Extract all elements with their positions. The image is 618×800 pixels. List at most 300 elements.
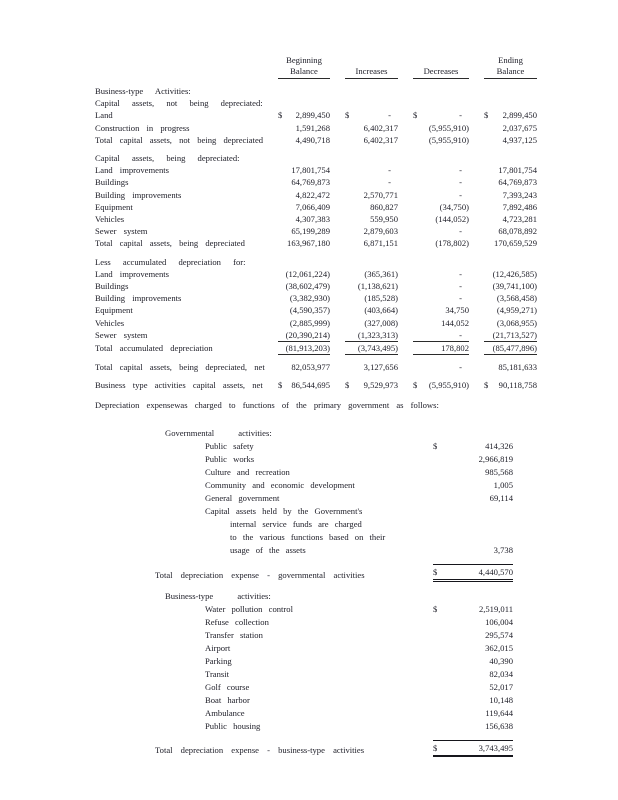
dollar-sign (345, 329, 358, 341)
table-cell (278, 317, 330, 329)
dollar-sign (345, 361, 364, 373)
column-header-decreases (413, 55, 469, 79)
table-cell (484, 280, 537, 292)
table-cell (278, 176, 330, 188)
dollar-sign (345, 225, 364, 237)
cell-value: (144,052) (435, 214, 469, 225)
item-label: Public housing (205, 721, 261, 731)
cell-value: 4,723,281 (502, 214, 537, 225)
dollar-sign (345, 201, 370, 213)
dollar-sign (413, 317, 441, 329)
row-label: Sewer system (95, 226, 148, 237)
dollar-sign (278, 189, 296, 201)
item-amount (433, 629, 513, 642)
amount-value: 82,034 (489, 669, 513, 679)
cell-value: 6,402,317 (363, 122, 398, 133)
amount-value: 10,148 (489, 695, 513, 705)
item-amount (433, 616, 513, 629)
dollar-sign (413, 292, 459, 304)
row-label: Land (95, 110, 113, 121)
table-cell (278, 109, 330, 121)
table-cell (345, 292, 398, 304)
dollar-sign (345, 176, 388, 188)
list-heading-row (155, 427, 513, 440)
table-cell (278, 225, 330, 237)
dollar-sign (278, 280, 286, 292)
dollar-sign (433, 616, 485, 629)
item-amount (433, 681, 513, 694)
table-cell (278, 280, 330, 292)
item-label: Public safety (205, 441, 254, 451)
cell-value: 82,053,977 (291, 362, 330, 373)
item-label: Transfer station (205, 630, 263, 640)
cell-value: 7,393,243 (502, 189, 537, 200)
cell-value: 90,118,758 (498, 380, 537, 391)
column-header-balance (278, 55, 330, 79)
dollar-sign (345, 122, 364, 134)
table-cell (484, 292, 537, 304)
column-header-balance (484, 55, 537, 79)
amount-value: 3,743,495 (478, 743, 513, 753)
row-label: Building improvements (95, 293, 182, 304)
row-label: Buildings (95, 281, 129, 292)
dollar-sign: $ (345, 380, 350, 391)
table-cell (345, 122, 398, 134)
row-label: Business type activities capital assets, net (95, 380, 263, 391)
cell-value: - (388, 110, 391, 121)
total-amount (433, 564, 513, 582)
row-label: Construction in progress (95, 122, 190, 133)
cell-value: (81,913,203) (285, 343, 330, 354)
dollar-sign: $ (345, 110, 350, 121)
dollar-sign (278, 225, 291, 237)
dollar-sign (484, 361, 498, 373)
cell-value: - (459, 362, 462, 373)
amount-value: 106,004 (485, 617, 513, 627)
item-amount (433, 655, 513, 668)
item-label: Transit (205, 669, 230, 679)
cell-value: (12,426,585) (492, 268, 537, 279)
item-amount (433, 440, 513, 453)
total-label: Total depreciation expense - business-type activities (155, 745, 365, 755)
table-row (95, 225, 545, 237)
table-cell (413, 280, 469, 292)
table-row (95, 176, 545, 188)
cell-value: (178,802) (435, 238, 469, 249)
dollar-sign (345, 164, 388, 176)
table-cell (345, 268, 398, 280)
dollar-sign: $ (433, 604, 438, 614)
amount-value: 4,440,570 (478, 567, 513, 577)
capital-assets-table (95, 55, 545, 392)
amount-value: 119,644 (485, 708, 513, 718)
table-row (95, 342, 545, 355)
item-amount (433, 492, 513, 505)
cell-value: (185,528) (364, 293, 398, 304)
item-amount (433, 720, 513, 733)
table-cell (484, 317, 537, 329)
cell-value: (5,955,910) (428, 380, 469, 391)
row-label: Land improvements (95, 165, 169, 176)
list-item (155, 466, 513, 479)
dollar-sign (433, 720, 485, 733)
dollar-sign (433, 681, 489, 694)
table-cell (278, 342, 330, 355)
dollar-sign: $ (433, 441, 438, 451)
item-label: Ambulance (205, 708, 245, 718)
dollar-sign (345, 292, 364, 304)
cell-value: - (459, 281, 462, 292)
cell-value: 860,827 (370, 201, 398, 212)
item-label: usage of the assets (230, 545, 306, 555)
list-item (155, 629, 513, 642)
dollar-sign (278, 237, 287, 249)
row-label: Capital assets, not being depreciated: (95, 98, 263, 109)
column-header-line2: Increases (355, 65, 388, 76)
dollar-sign (484, 317, 497, 329)
table-cell (413, 237, 469, 249)
list-item (155, 453, 513, 466)
dollar-sign (413, 122, 429, 134)
dollar-sign: $ (433, 567, 438, 577)
table-cell (413, 213, 469, 225)
row-label: Total capital assets, being depreciated, net (95, 362, 265, 373)
cell-value: 144,052 (441, 317, 469, 328)
table-cell (484, 237, 537, 249)
item-label: Public works (205, 454, 255, 464)
cell-value: 4,937,125 (502, 134, 537, 145)
dollar-sign (413, 176, 459, 188)
dollar-sign (433, 466, 485, 479)
list-item (155, 544, 513, 557)
amount-value: 1,005 (493, 480, 513, 490)
item-label: Golf course (205, 682, 250, 692)
dollar-sign (433, 453, 479, 466)
dollar-sign (345, 213, 370, 225)
table-cell (413, 134, 469, 146)
list-item (155, 505, 513, 518)
table-cell (345, 304, 398, 316)
table-row (95, 189, 545, 201)
cell-value: - (459, 165, 462, 176)
dollar-sign (433, 694, 489, 707)
cell-value: 2,570,771 (363, 189, 398, 200)
amount-value: 362,015 (485, 643, 513, 653)
cell-value: 64,769,873 (291, 177, 330, 188)
dollar-sign (484, 176, 498, 188)
dollar-sign (484, 122, 503, 134)
row-label: Vehicles (95, 214, 125, 225)
column-header-line2: Balance (290, 65, 318, 76)
amount-value: 3,738 (493, 545, 513, 555)
cell-value: 65,199,289 (291, 226, 330, 237)
dollar-sign (484, 201, 503, 213)
row-label: Business-type Activities: (95, 86, 191, 96)
spacer (155, 557, 513, 564)
amount-value: 414,326 (485, 441, 513, 451)
dollar-sign: $ (433, 743, 438, 753)
cell-value: (34,750) (439, 201, 469, 212)
cell-value: 17,801,754 (291, 165, 330, 176)
item-label: Culture and recreation (205, 467, 290, 477)
cell-value: (1,323,313) (357, 329, 398, 340)
table-row (95, 361, 545, 373)
row-label: Less accumulated depreciation for: (95, 256, 246, 267)
list-heading: Governmental activities: (165, 428, 272, 438)
table-cell (484, 342, 537, 355)
table-cell (484, 329, 537, 342)
cell-value: (85,477,896) (492, 343, 537, 354)
cell-value: 7,066,409 (295, 201, 330, 212)
item-label: to the various functions based on their (230, 532, 386, 542)
dollar-sign (433, 668, 489, 681)
dollar-sign (433, 544, 494, 557)
dollar-sign (433, 642, 485, 655)
dollar-sign (345, 237, 364, 249)
cell-value: 4,490,718 (295, 134, 330, 145)
table-cell (484, 164, 537, 176)
table-cell (278, 122, 330, 134)
dollar-sign (484, 237, 494, 249)
table-cell (413, 109, 469, 121)
dollar-sign (484, 304, 497, 316)
dollar-sign (413, 213, 435, 225)
table-header-row (95, 55, 545, 79)
table-cell (484, 176, 537, 188)
table-cell (345, 164, 398, 176)
item-label: Capital assets held by the Government's (205, 506, 363, 516)
column-header-line1 (345, 55, 398, 66)
table-row (95, 152, 545, 164)
dollar-sign (413, 268, 459, 280)
row-label: Building improvements (95, 189, 182, 200)
column-header-line1 (413, 55, 469, 66)
table-cell (484, 304, 537, 316)
dollar-sign (278, 213, 296, 225)
list-item (155, 707, 513, 720)
column-header-line2: Balance (496, 65, 525, 76)
dollar-sign (413, 134, 429, 146)
cell-value: (39,741,100) (492, 281, 537, 292)
cell-value: 6,402,317 (363, 134, 398, 145)
table-row (95, 201, 545, 213)
table-cell (413, 342, 469, 355)
table-row (95, 317, 545, 329)
row-label: Sewer system (95, 329, 148, 340)
list-heading-row (155, 590, 513, 603)
spacer (155, 733, 513, 740)
dollar-sign (278, 176, 291, 188)
amount-value: 156,638 (485, 721, 513, 731)
cell-value: 4,822,472 (295, 189, 330, 200)
item-amount (433, 479, 513, 492)
row-label: Total accumulated depreciation (95, 343, 213, 354)
dollar-sign (278, 134, 296, 146)
table-cell (345, 189, 398, 201)
table-cell (345, 329, 398, 342)
item-label: Boat harbor (205, 695, 250, 705)
dollar-sign: $ (484, 110, 489, 121)
column-header-line1: Beginning (286, 55, 322, 65)
dollar-sign (484, 225, 498, 237)
cell-value: 1,591,268 (295, 122, 330, 133)
cell-value: (3,568,458) (496, 293, 537, 304)
cell-value: (365,361) (364, 268, 398, 279)
dollar-sign (413, 342, 441, 354)
cell-value: 559,950 (370, 214, 398, 225)
cell-value: 85,181,633 (498, 362, 537, 373)
cell-value: 2,037,675 (502, 122, 537, 133)
cell-value: 64,769,873 (498, 177, 537, 188)
table-row (95, 85, 545, 97)
table-row (95, 122, 545, 134)
dollar-sign (433, 479, 494, 492)
dollar-sign (278, 361, 291, 373)
cell-value: 2,879,603 (363, 226, 398, 237)
table-row (95, 280, 545, 292)
dollar-sign (484, 329, 493, 341)
cell-value: 2,899,450 (502, 110, 537, 121)
cell-value: - (459, 329, 462, 340)
row-label: Vehicles (95, 317, 125, 328)
cell-value: - (388, 165, 391, 176)
table-cell (278, 268, 330, 280)
table-cell (345, 361, 398, 373)
table-cell (278, 379, 330, 391)
table-cell (484, 201, 537, 213)
dollar-sign (278, 164, 291, 176)
row-label: Total capital assets, not being depreciated (95, 134, 264, 145)
cell-value: 2,899,450 (295, 110, 330, 121)
table-cell (484, 109, 537, 121)
dollar-sign (278, 268, 286, 280)
item-label: Refuse collection (205, 617, 269, 627)
table-cell (484, 379, 537, 391)
dollar-sign (413, 361, 459, 373)
cell-value: 34,750 (445, 305, 469, 316)
total-label: Total depreciation expense - governmental activities (155, 570, 365, 580)
cell-value: - (459, 177, 462, 188)
cell-value: (3,743,495) (357, 343, 398, 354)
item-amount (433, 453, 513, 466)
table-cell (278, 304, 330, 316)
list-item (155, 479, 513, 492)
table-row (95, 213, 545, 225)
amount-value: 52,017 (489, 682, 513, 692)
amount-value: 2,966,819 (478, 454, 513, 464)
cell-value: (1,138,621) (357, 281, 398, 292)
cell-value: (20,390,214) (285, 329, 330, 340)
dollar-sign (345, 280, 358, 292)
item-label: Airport (205, 643, 231, 653)
amount-value: 985,568 (485, 467, 513, 477)
table-cell (484, 361, 537, 373)
amount-value: 2,519,011 (478, 604, 513, 614)
governmental-activities-block (155, 427, 513, 582)
dollar-sign (278, 292, 290, 304)
cell-value: (38,602,479) (285, 281, 330, 292)
dollar-sign (484, 134, 503, 146)
table-row (95, 97, 545, 109)
table-cell (345, 280, 398, 292)
dollar-sign (278, 304, 290, 316)
list-item (155, 642, 513, 655)
table-cell (484, 225, 537, 237)
cell-value: 86,544,695 (291, 380, 330, 391)
amount-value: 295,574 (485, 630, 513, 640)
cell-value: (12,061,224) (285, 268, 330, 279)
dollar-sign (278, 122, 296, 134)
list-item (155, 440, 513, 453)
table-row (95, 164, 545, 176)
table-cell (413, 329, 469, 342)
dollar-sign (278, 329, 286, 341)
item-amount (433, 668, 513, 681)
table-cell (278, 329, 330, 342)
cell-value: (4,590,357) (289, 305, 330, 316)
item-label: internal service funds are charged (230, 519, 362, 529)
dollar-sign (433, 629, 485, 642)
list-heading: Business-type activities: (165, 591, 271, 601)
table-cell (413, 122, 469, 134)
item-amount (433, 544, 513, 557)
table-cell (278, 201, 330, 213)
dollar-sign (278, 201, 296, 213)
table-cell (345, 201, 398, 213)
column-header-line2: Decreases (423, 65, 459, 76)
table-cell (345, 237, 398, 249)
dollar-sign (413, 329, 459, 341)
list-item (155, 694, 513, 707)
table-cell (413, 164, 469, 176)
column-header-line1: Ending (498, 55, 523, 65)
cell-value: (5,955,910) (428, 122, 469, 133)
table-cell (278, 292, 330, 304)
table-cell (278, 189, 330, 201)
table-cell (484, 122, 537, 134)
cell-value: (4,959,271) (496, 305, 537, 316)
dollar-sign (433, 492, 490, 505)
dollar-sign (484, 342, 493, 354)
cell-value: 9,529,973 (363, 380, 398, 391)
row-label: Equipment (95, 201, 133, 212)
table-row (95, 237, 545, 249)
cell-value: 163,967,180 (287, 238, 330, 249)
table-cell (413, 317, 469, 329)
table-cell (345, 109, 398, 121)
table-row (95, 268, 545, 280)
table-cell (278, 164, 330, 176)
table-cell (278, 237, 330, 249)
table-cell (413, 225, 469, 237)
cell-value: 68,078,892 (498, 226, 537, 237)
row-label: Total capital assets, being depreciated (95, 238, 245, 249)
amount-value: 69,114 (489, 493, 513, 503)
table-row (95, 134, 545, 146)
dollar-sign (345, 317, 364, 329)
dollar-sign (484, 292, 497, 304)
cell-value: 17,801,754 (498, 165, 537, 176)
table-cell (413, 176, 469, 188)
item-amount (433, 707, 513, 720)
cell-value: 6,871,151 (363, 238, 398, 249)
list-total-row (155, 564, 513, 582)
table-row (95, 329, 545, 342)
table-cell (413, 292, 469, 304)
dollar-sign (484, 189, 503, 201)
dollar-sign (345, 342, 358, 354)
list-item (155, 518, 513, 531)
